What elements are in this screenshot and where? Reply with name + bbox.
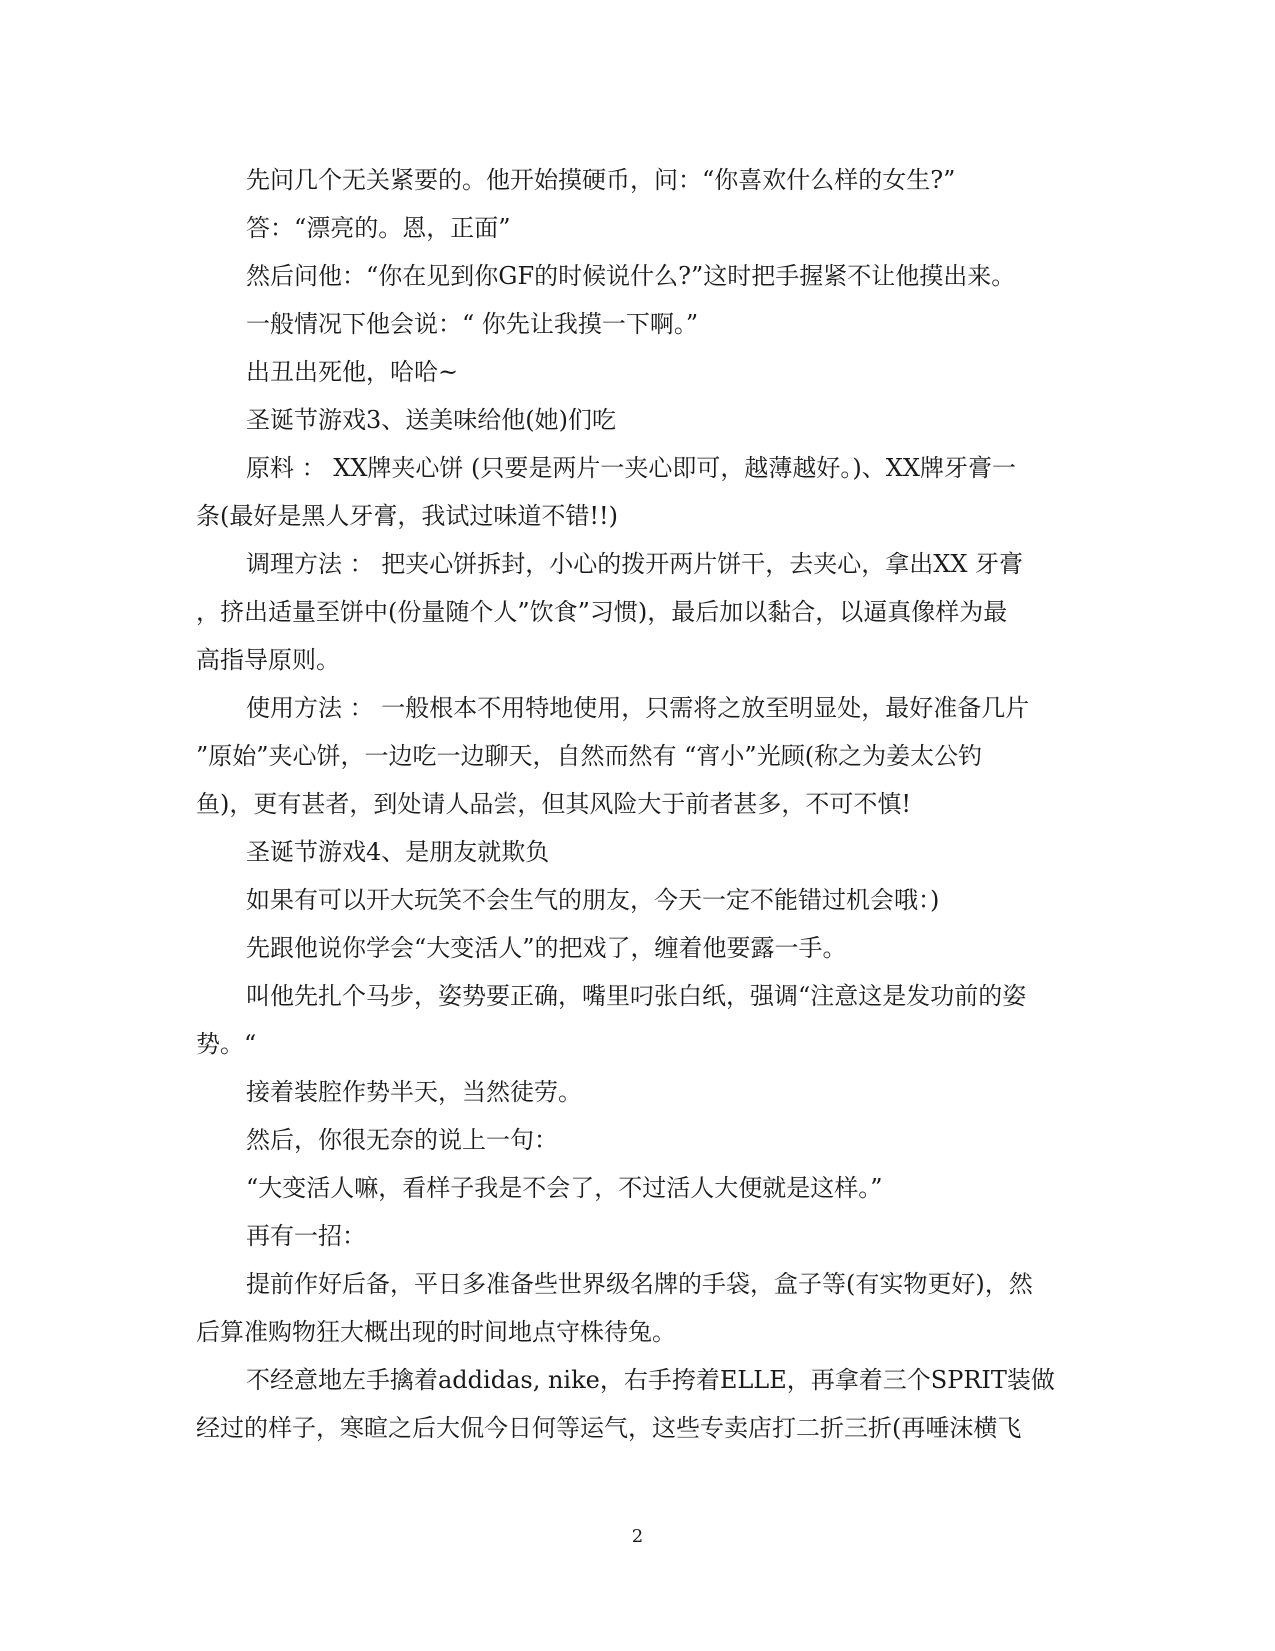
- text-line: 出丑出死他，哈哈~: [246, 358, 459, 386]
- text-line: ，挤出适量至饼中(份量随个人”饮食”习惯)，最后加以黏合，以逼真像样为最: [196, 598, 1008, 626]
- page-number: 2: [631, 1526, 644, 1547]
- text-line: 答：“漂亮的。恩，正面”: [246, 214, 511, 242]
- text-line: 条(最好是黑人牙膏，我试过味道不错!!): [196, 502, 619, 530]
- text-line: 原料 ： XX牌夹心饼 (只要是两片一夹心即可，越薄越好。)、XX牌牙膏一: [246, 454, 1016, 482]
- text-line: ”原始”夹心饼，一边吃一边聊天，自然而然有 “宵小”光顾(称之为姜太公钓: [196, 742, 983, 770]
- text-line: 然后，你很无奈的说上一句：: [246, 1126, 558, 1154]
- text-line: 接着装腔作势半天，当然徒劳。: [246, 1078, 582, 1106]
- text-line: 鱼)，更有甚者，到处请人品尝，但其风险大于前者甚多，不可不慎!: [196, 790, 912, 818]
- text-line: 后算准购物狂大概出现的时间地点守株待兔。: [196, 1318, 676, 1346]
- text-line: “大变活人嘛，看样子我是不会了，不过活人大便就是这样。”: [246, 1174, 883, 1202]
- text-line: 势。“: [196, 1030, 257, 1058]
- text-line: 高指导原则。: [196, 646, 340, 674]
- text-line: 先跟他说你学会“大变活人”的把戏了，缠着他要露一手。: [246, 934, 847, 962]
- body-text: [196, 156, 1076, 1452]
- text-line: 先问几个无关紧要的。他开始摸硬币，问：“你喜欢什么样的女生?”: [246, 166, 956, 194]
- section-heading: 圣诞节游戏3、送美味给他(她)们吃: [246, 406, 616, 434]
- text-line: 不经意地左手擒着addidas, nike，右手挎着ELLE，再拿着三个SPRIT装做: [246, 1366, 1055, 1394]
- text-line: 调理方法 ： 把夹心饼拆封，小心的拨开两片饼干，去夹心，拿出XX 牙膏: [246, 550, 1024, 578]
- text-line: 再有一招：: [246, 1222, 366, 1250]
- text-line: 经过的样子，寒暄之后大侃今日何等运气，这些专卖店打二折三折(再唾沫横飞: [196, 1414, 1022, 1442]
- text-line: 一般情况下他会说：“ 你先让我摸一下啊。”: [246, 310, 699, 338]
- text-line: 叫他先扎个马步，姿势要正确，嘴里叼张白纸，强调“注意这是发功前的姿: [246, 982, 1027, 1010]
- text-line: 然后问他：“你在见到你GF的时候说什么?”这时把手握紧不让他摸出来。: [246, 262, 1016, 290]
- text-line: 使用方法 ： 一般根本不用特地使用，只需将之放至明显处，最好准备几片: [246, 694, 1030, 722]
- text-line: 如果有可以开大玩笑不会生气的朋友，今天一定不能错过机会哦：): [246, 886, 940, 914]
- text-line: 提前作好后备，平日多准备些世界级名牌的手袋，盒子等(有实物更好)，然: [246, 1270, 1033, 1298]
- section-heading: 圣诞节游戏4、是朋友就欺负: [246, 838, 550, 866]
